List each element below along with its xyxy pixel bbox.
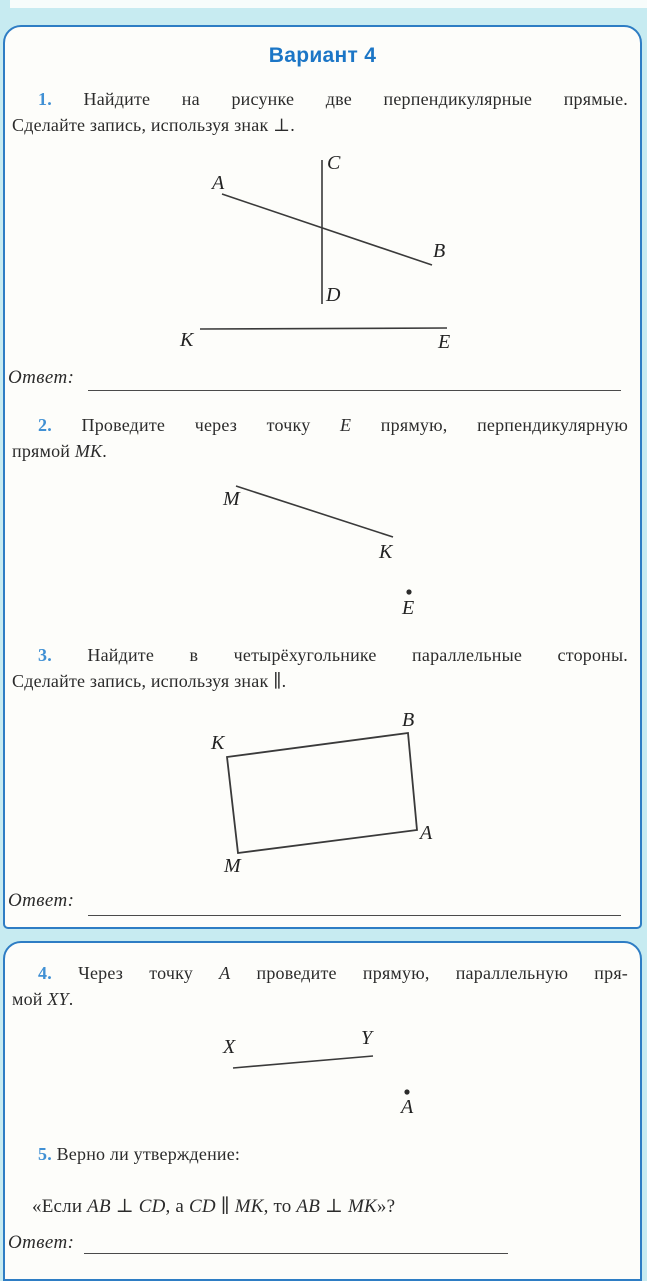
problem-4-var-a: A: [219, 963, 231, 983]
answer-5-blank-line: [84, 1253, 508, 1254]
problem-3-line-1: 3. Найдите в четырёхугольнике параллельные стороны.: [38, 645, 628, 665]
problem-3-line-2: Сделайте запись, используя знак ∥.: [12, 671, 287, 691]
problem-1-text: Найдите на рисунке две перпендикулярные прямые.: [51, 89, 628, 109]
problem-2-line-1: 2. Проведите через точку E прямую, перпендикулярную: [38, 415, 628, 435]
problem-1-number: 1.: [38, 89, 52, 109]
answer-3-label: Ответ:: [8, 890, 75, 911]
fig4-label-y: Y: [361, 1027, 373, 1049]
fig1-label-a: A: [212, 172, 225, 194]
problem-1-line-2: Сделайте запись, используя знак ⊥.: [12, 115, 295, 135]
answer-5-label: Ответ:: [8, 1232, 75, 1253]
line-xy: [233, 1056, 373, 1068]
fig1-label-e: E: [438, 331, 451, 353]
fig4-label-a: A: [401, 1096, 414, 1118]
problem-2-line-2: прямой MK.: [12, 441, 107, 461]
fig4-label-x: X: [223, 1036, 236, 1058]
fig2-label-k: K: [379, 541, 393, 563]
fig1-label-k: K: [180, 329, 194, 351]
fig2-label-e: E: [402, 597, 415, 619]
fig2-label-m: M: [223, 488, 240, 510]
problem-2-number: 2.: [38, 415, 52, 435]
fig3-label-k: K: [211, 732, 225, 754]
answer-1-label: Ответ:: [8, 367, 75, 388]
variant-title: Вариант 4: [268, 44, 377, 67]
problem-4-number: 4.: [38, 963, 52, 983]
fig3-label-b: B: [402, 709, 415, 731]
problem-5-line-1: 5. Верно ли утверждение:: [38, 1144, 241, 1164]
problem-5-number: 5.: [38, 1144, 52, 1164]
fig1-label-c: C: [327, 152, 341, 174]
fig1-label-b: B: [433, 240, 446, 262]
problem-4-var-xy: XY: [47, 989, 69, 1009]
fig3-label-m: M: [224, 855, 241, 877]
problem-3-number: 3.: [38, 645, 52, 665]
problem-5-statement: «Если AB ⊥ CD, а CD ∥ MK, то AB ⊥ MK»?: [32, 1196, 396, 1217]
fig3-label-a: A: [420, 822, 433, 844]
problem-4-line-1: 4. Через точку A проведите прямую, параллельную пря-: [38, 963, 628, 983]
problem-4-line-2: мой XY.: [12, 989, 74, 1009]
problem-2-var-e: E: [340, 415, 352, 435]
fig1-label-d: D: [326, 284, 341, 306]
point-a-dot: [404, 1089, 409, 1094]
problem-2-var-mk: MK: [74, 441, 103, 461]
